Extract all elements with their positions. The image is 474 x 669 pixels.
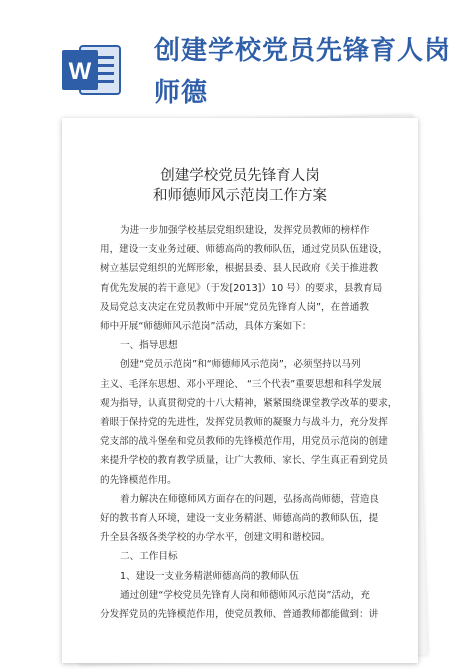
section-heading: 一、指导思想	[120, 340, 178, 352]
body-line: 树立基层党组织的光辉形象，根据县委、县人民政府《关于推进教	[100, 263, 379, 275]
document-page	[62, 118, 418, 663]
document-title	[62, 166, 418, 206]
body-line: 升全县各级各类学校的办学水平，创建文明和谐校园。	[100, 532, 331, 544]
body-line: 好的教书育人环境，建设一支业务精湛、师德高尚的教师队伍，提	[100, 513, 379, 525]
body-line: 的先锋模范作用。	[100, 474, 177, 486]
body-line: 育优先发展的若干意见》（于发[2013]）10 号）的要求，县教育局	[100, 282, 383, 294]
body-line: 观为指导，认真贯彻党的十八大精神，紧紧围绕课堂教学改革的要求，	[100, 397, 398, 409]
document-body	[100, 221, 400, 624]
body-line: 来提升学校的教育教学质量，让广大教师、家长、学生真正看到党员	[100, 455, 388, 467]
document-title-line-2: 和师德师风示范岗工作方案	[153, 188, 327, 204]
body-line: 党支部的战斗堡垒和党员教师的先锋模范作用，用党员示范岗的创建	[100, 436, 388, 448]
body-line: 师中开展“师德师风示范岗”活动，具体方案如下：	[100, 321, 312, 333]
word-icon	[60, 40, 124, 100]
body-line: 着眼于保持党的先进性，发挥党员教师的凝聚力与战斗力，充分发挥	[100, 417, 388, 429]
body-line: 着力解决在师德师风方面存在的问题，弘扬高尚师德，营造良	[120, 493, 380, 505]
body-line: 创建“党员示范岗”和“师德师风示范岗”，必须坚持以马列	[120, 359, 361, 371]
body-line: 用，建设一支业务过硬、师德高尚的教师队伍，通过党员队伍建设，	[100, 244, 388, 256]
document-title-line-1: 创建学校党员先锋育人岗	[160, 168, 320, 184]
word-icon-letter: W	[68, 58, 92, 85]
body-line: 通过创建“学校党员先锋育人岗和师德师风示范岗”活动，充	[120, 589, 370, 601]
subsection-heading: 1、建设一支业务精湛师德高尚的教师队伍	[120, 570, 299, 582]
body-line: 及局党总支决定在党员教师中开展“党员先锋育人岗”，在普通教	[100, 301, 369, 313]
body-line: 分发挥党员的先锋模范作用，使党员教师、普通教师都能做到：讲	[100, 609, 379, 621]
section-heading: 二、工作目标	[120, 551, 178, 563]
body-line: 主义、毛泽东思想、邓小平理论、 “三个代表”重要思想和科学发展	[100, 378, 382, 390]
body-line: 为进一步加强学校基层党组织建设，发挥党员教师的榜样作	[120, 225, 370, 236]
banner-title-line-1: 创建学校党员先锋育人岗师德	[154, 36, 452, 108]
header-banner	[0, 0, 474, 112]
